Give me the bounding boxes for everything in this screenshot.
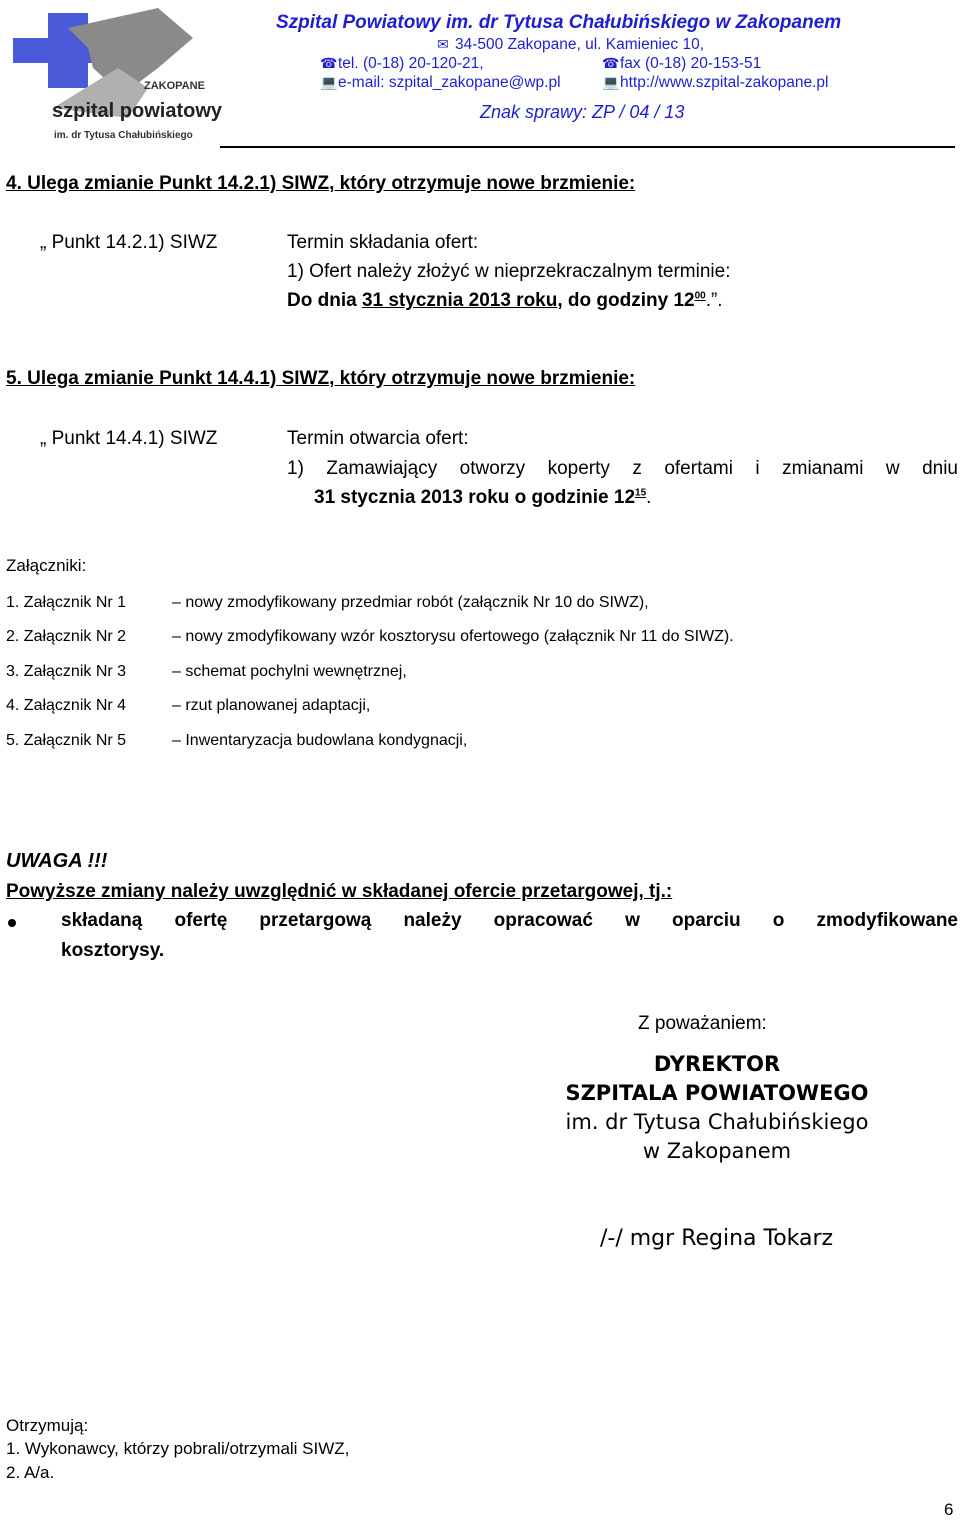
case-reference: Znak sprawy: ZP / 04 / 13 [480,102,685,122]
signature-name1: im. dr Tytusa Chałubińskiego [565,1110,869,1134]
signed-by: /-/ mgr Regina Tokarz [600,1226,834,1251]
email-line [320,74,561,92]
section5-label: „ Punkt 14.4.1) SIWZ [40,428,218,449]
recipients-title: Otrzymują: [6,1416,89,1435]
section4-end: .”. [705,290,723,311]
phone-icon: ☎ [602,55,620,71]
section4-hour: , do godziny 12 [557,290,695,311]
hospital-logo [8,8,223,143]
attachment-3-label: 3. Załącznik Nr 3 [6,663,127,680]
attachment-1-desc: – nowy zmodyfikowany przedmiar robót (załącznik Nr 10 do SIWZ), [172,594,649,611]
recipient-1: 1. Wykonawcy, którzy pobrali/otrzymali SIWZ, [6,1439,350,1458]
logo-name: szpital powiatowy [52,100,223,122]
page-number: 6 [944,1500,954,1519]
header-divider [220,146,955,148]
attachment-2-desc: – nowy zmodyfikowany wzór kosztorysu ofertowego (załącznik Nr 11 do SIWZ). [172,628,734,645]
computer-icon: 💻 [320,74,338,90]
attachment-5-label: 5. Załącznik Nr 5 [6,732,127,749]
section4-date-prefix: Do dnia [287,290,362,311]
logo-subtitle: im. dr Tytusa Chałubińskiego [54,130,193,141]
section4-line1: Termin składania ofert: [287,232,479,253]
computer-icon: 💻 [602,74,620,90]
section5-heading: 5. Ulega zmianie Punkt 14.4.1) SIWZ, który otrzymuje nowe brzmienie: [6,368,636,389]
section5-line1: Termin otwarcia ofert: [287,428,469,449]
fax-line [602,55,761,73]
address: 34-500 Zakopane, ul. Kamieniec 10, [455,36,705,53]
recipient-2: 2. A/a. [6,1463,55,1482]
notice-line: Powyższe zmiany należy uwzględnić w składanej ofercie przetargowej, tj.: [6,881,673,902]
notice-title: UWAGA !!! [6,850,108,872]
section5-minutes: 15 [635,487,647,499]
section4-label: „ Punkt 14.2.1) SIWZ [40,232,218,253]
tel: tel. (0-18) 20-120-21, [338,55,484,72]
section4-minutes: 00 [694,290,706,302]
section4-line2: 1) Ofert należy złożyć w nieprzekraczalnym terminie: [287,261,731,282]
signature-role2: SZPITALA POWIATOWEGO [565,1081,869,1105]
section5-end: . [646,487,652,508]
attachment-2-label: 2. Załącznik Nr 2 [6,628,127,645]
tel-line [320,55,484,73]
section5-date: 31 stycznia 2013 roku o godzinie 12 [314,487,636,508]
attachment-1-label: 1. Załącznik Nr 1 [6,594,127,611]
phone-icon: ☎ [320,55,338,71]
notice-bullet-line1: składaną ofertę przetargową należy opracować w oparciu o zmodyfikowane [61,910,958,931]
section4-line3 [287,290,723,312]
email: e-mail: szpital_zakopane@wp.pl [338,74,561,91]
attachment-5-desc: – Inwentaryzacja budowlana kondygnacji, [172,732,468,749]
signature-name2: w Zakopanem [642,1139,792,1163]
notice-bullet-line2: kosztorysy. [61,940,165,961]
attachments-title: Załączniki: [6,556,87,575]
bullet-dot [8,919,16,927]
logo-text: ZAKOPANE [144,80,205,92]
hospital-title: Szpital Powiatowy im. dr Tytusa Chałubińskiego w Zakopanem [276,12,842,33]
address-line [437,36,704,54]
section5-line3 [314,487,651,509]
section5-line2: 1) Zamawiający otworzy koperty z ofertami i zmianami w dniu [287,458,958,479]
signature-block [537,1052,897,1168]
www-line [602,74,829,92]
attachment-4-desc: – rzut planowanej adaptacji, [172,697,371,714]
section4-date: 31 stycznia 2013 roku [361,290,558,311]
fax: fax (0-18) 20-153-51 [620,55,762,72]
attachment-3-desc: – schemat pochylni wewnętrznej, [172,663,407,680]
greeting: Z poważaniem: [638,1013,767,1034]
section4-heading: 4. Ulega zmianie Punkt 14.2.1) SIWZ, który otrzymuje nowe brzmienie: [6,173,636,194]
envelope-icon: ✉ [437,36,449,52]
website: http://www.szpital-zakopane.pl [620,74,829,91]
attachment-4-label: 4. Załącznik Nr 4 [6,697,127,714]
signature-role1: DYREKTOR [653,1052,781,1076]
